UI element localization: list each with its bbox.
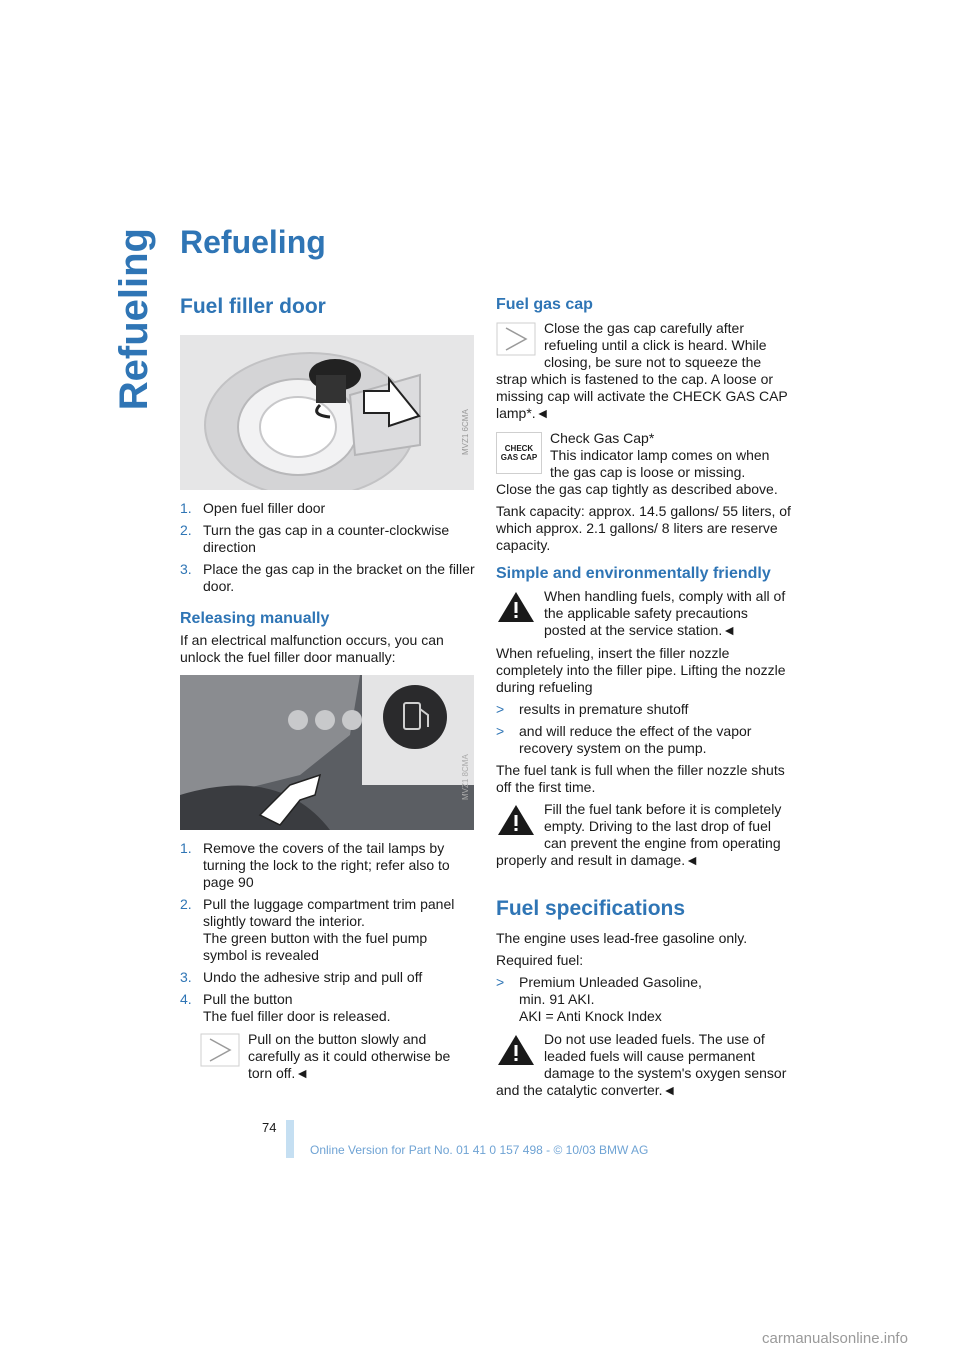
heading-fuel-gas-cap: Fuel gas cap (496, 296, 593, 313)
footer-text: Online Version for Part No. 01 41 0 157 498 - © 10/03 BMW AG (310, 1143, 649, 1157)
heading-simple-environment: Simple and environmentally friendly (496, 565, 771, 582)
warning-triangle-icon (496, 803, 536, 837)
gas-cap-note-text: Close the gas cap carefully after refueling until a click is heard. While closing, be sure not to squeeze the strap which is fastened to the cap. A loose or missing cap will activate the CHECK GAS CAP lamp*.◄ (496, 320, 788, 421)
fig1-code: MVZ1 6CMA (461, 409, 470, 455)
bullet-2: > and will reduce the effect of the vapor recovery system on the pump. (496, 723, 752, 756)
warning-2-text: Fill the fuel tank before it is completely empty. Driving to the last drop of fuel can prevent the engine from operating properly and result in damage.◄ (496, 801, 782, 868)
lamp-text: This indicator lamp comes on when the gas cap is loose or missing. (550, 447, 770, 480)
refuel-para: When refueling, insert the filler nozzle completely into the filler pipe. Lifting the nozzle during refueling (496, 645, 786, 695)
side-chapter-text: Refueling (112, 228, 156, 411)
lamp-follow: Close the gas cap tightly as described above. (496, 481, 778, 497)
release-step-3: 3. Undo the adhesive strip and pull off (180, 969, 423, 985)
tank-full-text: The fuel tank is full when the filler nozzle shuts off the first time. (496, 762, 785, 795)
release-step-4: 4. Pull the button The fuel filler door is released. (180, 991, 391, 1024)
step-1: 1. Open fuel filler door (180, 500, 326, 516)
figure-release-button (180, 675, 474, 830)
warning-triangle-icon (496, 1033, 536, 1067)
warning-1-text: When handling fuels, comply with all of the applicable safety precautions posted at the service station.◄ (544, 588, 786, 638)
releasing-intro: If an electrical malfunction occurs, you can unlock the fuel filler door manually: (180, 632, 444, 665)
figure-fuel-filler-door (180, 335, 474, 490)
bullet-1: > results in premature shutoff (496, 701, 689, 717)
simple-section (496, 588, 791, 869)
heading-releasing-manually: Releasing manually (180, 610, 330, 627)
releasing-steps (180, 840, 475, 1082)
watermark: carmanualsonline.info (762, 1330, 908, 1347)
release-step-2: 2. Pull the luggage compartment trim panel slightly toward the interior. The green button with the fuel pump symbol is revealed (180, 896, 455, 963)
page-number: 74 (262, 1120, 277, 1135)
warning-1 (496, 588, 791, 639)
fuel-bullet: > Premium Unleaded Gasoline, min. 91 AKI. AKI = Anti Knock Index (496, 974, 702, 1024)
fig2-code: MVZ1 8CMA (461, 754, 470, 800)
footer-bar (286, 1120, 294, 1158)
heading-fuel-specifications: Fuel specifications (496, 897, 686, 920)
tank-capacity: Tank capacity: approx. 14.5 gallons/ 55 liters, of which approx. 2.1 gallons/ 8 liters are reserve capacity. (496, 503, 791, 553)
release-button-illustration (180, 675, 474, 830)
note-arrow-icon (496, 322, 536, 356)
lamp-title: Check Gas Cap* (550, 430, 655, 446)
release-note (180, 1031, 475, 1082)
fuel-specs-section (496, 930, 791, 1099)
step-3: 3. Place the gas cap in the bracket on the filler door. (180, 561, 475, 594)
fuel-door-illustration (180, 335, 474, 490)
fuel-filler-steps (180, 500, 475, 600)
check-gas-cap-icon: CHECK GAS CAP (496, 432, 542, 474)
check-gas-cap-lamp (496, 430, 791, 481)
gas-cap-section (496, 320, 791, 559)
note-arrow-icon (200, 1033, 240, 1067)
lead-free-text: The engine uses lead-free gasoline only. (496, 930, 748, 946)
required-fuel-label: Required fuel: (496, 952, 584, 968)
warning-3-text: Do not use leaded fuels. The use of leaded fuels will cause permanent damage to the system's oxygen sensor and the catalytic converter.◄ (496, 1031, 787, 1098)
page-title: Refueling (180, 224, 326, 260)
release-note-text: Pull on the button slowly and carefully as it could otherwise be torn off.◄ (248, 1031, 451, 1081)
release-step-1: 1. Remove the covers of the tail lamps by turning the lock to the right; refer also to page 90 (180, 840, 450, 890)
gas-cap-note (496, 320, 791, 422)
side-chapter-label (112, 228, 156, 411)
step-2: 2. Turn the gas cap in a counter-clockwise direction (180, 522, 450, 555)
warning-3 (496, 1031, 791, 1099)
heading-fuel-filler-door: Fuel filler door (180, 295, 326, 318)
warning-2 (496, 801, 791, 869)
warning-triangle-icon (496, 590, 536, 624)
